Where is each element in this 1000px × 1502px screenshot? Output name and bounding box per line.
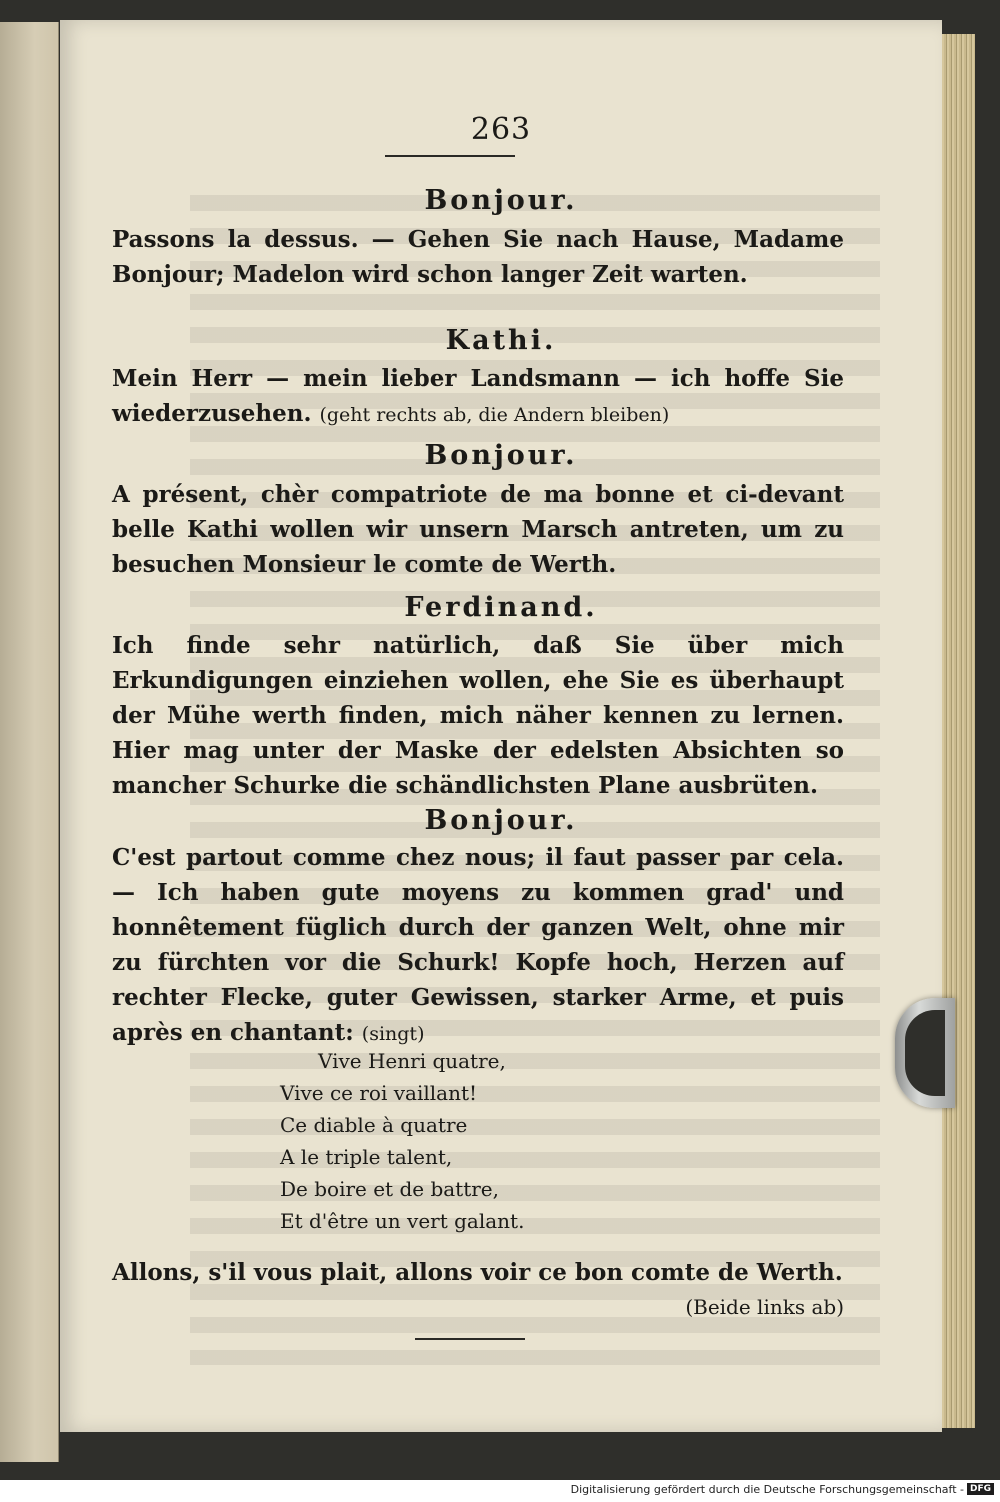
speaker-3: Bonjour. (424, 440, 578, 471)
speech-2 (112, 361, 844, 433)
stage-direction-2: (geht rechts ab, die Andern bleiben) (319, 404, 670, 426)
speaker-1: Bonjour. (424, 185, 578, 216)
speech-5-text: C'est partout comme chez nous; il faut passer par cela. — Ich haben gute moyens zu kommen grad' und honnêtement füglich durch der ganzen Welt, ohne mir zu fürchten vor die Schurk! Kopfe hoch, Herzen auf rechter Flecke, guter Gewissen, starker Arme, et puis après en chantant: (112, 844, 844, 1046)
song-line: De boire et de battre, (280, 1177, 500, 1201)
page-number: 263 (470, 112, 532, 147)
closing-speech (112, 1255, 844, 1327)
dfg-logo: DFG (967, 1483, 994, 1495)
closing-stage-direction: (Beide links ab) (685, 1295, 844, 1319)
header-rule (385, 155, 515, 157)
footer-bar (0, 1480, 1000, 1502)
speaker-2: Kathi. (445, 325, 557, 356)
speech-3: A présent, chèr compatriote de ma bonne et ci-devant belle Kathi wollen wir unsern Marsch antreten, um zu besuchen Monsieur le comte de Werth. (112, 481, 844, 578)
page-clip (895, 998, 955, 1108)
speech-4: Ich finde sehr natürlich, daß Sie über mich Erkundigungen einziehen wollen, ehe Sie es überhaupt der Mühe werth finden, mich näher kennen zu lernen. Hier mag unter der Maske der edelsten Absichten so mancher Schurke die schändlichsten Plane ausbrüten. (112, 632, 844, 799)
footer-credit: Digitalisierung gefördert durch die Deutsche Forschungsgemeinschaft - (570, 1483, 964, 1496)
song-line: Vive ce roi vaillant! (280, 1081, 478, 1105)
song-line: Ce diable à quatre (280, 1113, 468, 1137)
book-page (60, 20, 942, 1432)
closing-text: Allons, s'il vous plait, allons voir ce bon comte de Werth. (112, 1259, 843, 1286)
end-rule (415, 1338, 525, 1340)
song-line: A le triple talent, (280, 1145, 453, 1169)
speech-1: Passons la dessus. — Gehen Sie nach Hause, Madame Bonjour; Madelon wird schon langer Zeit warten. (112, 226, 844, 288)
song-line: Vive Henri quatre, (318, 1049, 506, 1073)
previous-page-edge (0, 22, 59, 1462)
speech-2-text: Mein Herr — mein lieber Landsmann — ich hoffe Sie wiederzusehen. (112, 365, 844, 427)
stage-direction-5: (singt) (361, 1023, 425, 1045)
speaker-5: Bonjour. (424, 805, 578, 836)
song-verse (280, 1045, 680, 1237)
speaker-4: Ferdinand. (404, 592, 598, 623)
song-line: Et d'être un vert galant. (280, 1209, 525, 1233)
page-stack-edge (938, 34, 975, 1428)
speech-5 (112, 840, 844, 1050)
page-clip-inner (905, 1010, 945, 1096)
